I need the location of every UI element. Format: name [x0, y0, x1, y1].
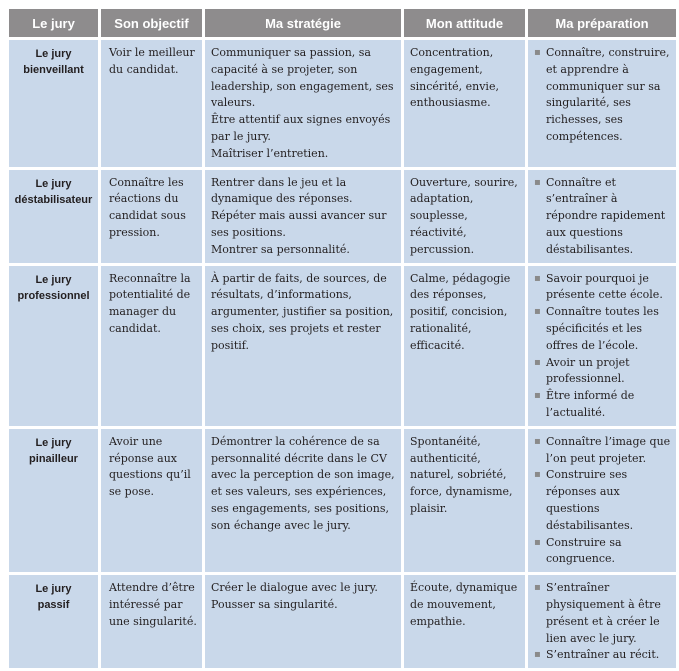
list-item — [534, 388, 672, 422]
jury-label: Le jury — [35, 583, 72, 596]
strategie-text: Répéter mais aussi avancer sur ses positions. — [211, 209, 387, 239]
bullet-icon: ▪ — [534, 272, 541, 284]
objectif-text: Attendre d’être intéressé par une singularité. — [109, 581, 197, 628]
list-item — [534, 304, 672, 354]
strategie-text: Communiquer sa passion, sa capacité à se projeter, son leadership, son engagement, ses valeurs. — [211, 46, 394, 110]
jury-type-cell — [9, 429, 98, 572]
preparation-list — [534, 271, 672, 422]
preparation-text: Savoir pourquoi je présente cette école. — [546, 271, 663, 302]
strategie-cell — [205, 266, 401, 426]
jury-type: pinailleur — [29, 452, 78, 465]
table-row — [9, 40, 676, 167]
table-row — [9, 170, 676, 263]
preparation-list — [534, 580, 672, 664]
strategie-text: À partir de faits, de sources, de résultats, d’informations, argumenter, justifier sa position, ses choix, ses projets et rester positif. — [211, 271, 394, 352]
objectif-cell — [101, 266, 202, 426]
strategie-text: Créer le dialogue avec le jury. — [211, 581, 378, 595]
jury-type: professionnel — [17, 289, 90, 302]
bullet-icon: ▪ — [534, 306, 541, 318]
strategie-cell — [205, 170, 401, 263]
attitude-cell — [404, 40, 525, 167]
attitude-cell — [404, 575, 525, 668]
attitude-text: Écoute, dynamique de mouvement, empathie. — [410, 581, 518, 628]
preparation-cell — [528, 575, 676, 668]
preparation-text: Connaître, construire, et apprendre à communiquer sur sa singularité, ses richesses, ses compétences. — [546, 46, 670, 143]
preparation-text: Être informé de l’actualité. — [546, 389, 635, 419]
objectif-cell — [101, 575, 202, 668]
list-item — [534, 434, 672, 468]
strategie-cell — [205, 575, 401, 668]
list-item — [534, 535, 672, 569]
preparation-cell — [528, 170, 676, 263]
strategie-cell — [205, 429, 401, 572]
attitude-text: Concentration, engagement, sincérité, envie, enthousiasme. — [410, 46, 499, 110]
list-item — [534, 647, 672, 664]
bullet-icon: ▪ — [534, 356, 541, 368]
jury-type: passif — [37, 599, 70, 612]
list-item — [534, 580, 672, 647]
preparation-cell — [528, 266, 676, 426]
list-item — [534, 355, 672, 389]
jury-label: Le jury — [35, 48, 72, 60]
attitude-cell — [404, 266, 525, 426]
preparation-list — [534, 175, 672, 259]
header-jury: Le jury — [9, 9, 98, 37]
attitude-cell — [404, 429, 525, 572]
jury-label: Le jury — [35, 436, 72, 449]
strategie-text: Montrer sa personnalité. — [211, 242, 350, 256]
preparation-list — [534, 434, 672, 568]
list-item — [534, 467, 672, 534]
preparation-text: S’entraîner au récit. — [546, 648, 660, 662]
objectif-text: Voir le meilleur du candidat. — [109, 46, 195, 76]
header-preparation: Ma préparation — [528, 9, 676, 37]
table-row — [9, 429, 676, 572]
jury-type: déstabilisateur — [14, 193, 93, 206]
list-item — [534, 271, 672, 305]
objectif-cell — [101, 170, 202, 263]
jury-type-cell — [9, 266, 98, 426]
jury-label: Le jury — [35, 273, 72, 286]
preparation-text: Avoir un projet professionnel. — [546, 355, 630, 386]
objectif-text: Connaître les réactions du candidat sous pression. — [109, 175, 186, 239]
preparation-cell — [528, 429, 676, 572]
attitude-text: Spontanéité, authenticité, naturel, sobriété, force, dynamisme, plaisir. — [410, 434, 513, 515]
strategie-text: Pousser sa singularité. — [211, 597, 338, 611]
objectif-text: Avoir une réponse aux questions qu’il se pose. — [109, 434, 191, 499]
preparation-text: Construire sa congruence. — [546, 535, 622, 566]
attitude-text: Ouverture, sourire, adaptation, souplesse, réactivité, percussion. — [410, 175, 518, 256]
header-strategie: Ma stratégie — [205, 9, 401, 37]
jury-table — [6, 6, 679, 671]
preparation-text: Connaître l’image que l’on peut projeter. — [546, 434, 671, 465]
strategie-text: Maîtriser l’entretien. — [211, 146, 329, 160]
bullet-icon: ▪ — [534, 649, 541, 661]
objectif-text: Reconnaître la potentialité de manager du candidat. — [109, 271, 191, 335]
preparation-text: Connaître toutes les spécificités et les offres de l’école. — [546, 305, 659, 352]
header-attitude: Mon attitude — [404, 9, 525, 37]
objectif-cell — [101, 40, 202, 167]
preparation-list — [534, 45, 672, 146]
header-objectif: Son objectif — [101, 9, 202, 37]
bullet-icon: ▪ — [534, 582, 541, 594]
objectif-cell — [101, 429, 202, 572]
bullet-icon: ▪ — [534, 176, 541, 188]
preparation-text: S’entraîner physiquement à être présent et à créer le lien avec le jury. — [546, 581, 661, 645]
table-row — [9, 575, 676, 668]
attitude-text: Calme, pédagogie des réponses, positif, concision, rationalité, efficacité. — [410, 271, 511, 352]
bullet-icon: ▪ — [534, 469, 541, 481]
jury-type-cell — [9, 575, 98, 668]
jury-type-cell — [9, 170, 98, 263]
strategie-cell — [205, 40, 401, 167]
table-row — [9, 266, 676, 426]
preparation-text: Construire ses réponses aux questions déstabilisantes. — [546, 468, 634, 532]
bullet-icon: ▪ — [534, 390, 541, 402]
jury-label: Le jury — [35, 177, 72, 190]
bullet-icon: ▪ — [534, 47, 541, 58]
list-item — [534, 45, 672, 146]
jury-type-cell — [9, 40, 98, 167]
list-item — [534, 175, 672, 259]
preparation-text: Connaître et s’entraîner à répondre rapidement aux questions déstabilisantes. — [546, 175, 666, 256]
strategie-text: Démontrer la cohérence de sa personnalité décrite dans le CV avec la perception de son image, et ses valeurs, ses expériences, ses engagements, ses positions, son échange avec le jury. — [211, 434, 395, 532]
strategie-text: Être attentif aux signes envoyés par le jury. — [211, 113, 391, 143]
attitude-cell — [404, 170, 525, 263]
bullet-icon: ▪ — [534, 536, 541, 548]
bullet-icon: ▪ — [534, 435, 541, 447]
jury-type: bienveillant — [23, 64, 84, 76]
preparation-cell — [528, 40, 676, 167]
header-row — [9, 9, 676, 37]
strategie-text: Rentrer dans le jeu et la dynamique des réponses. — [211, 175, 353, 206]
